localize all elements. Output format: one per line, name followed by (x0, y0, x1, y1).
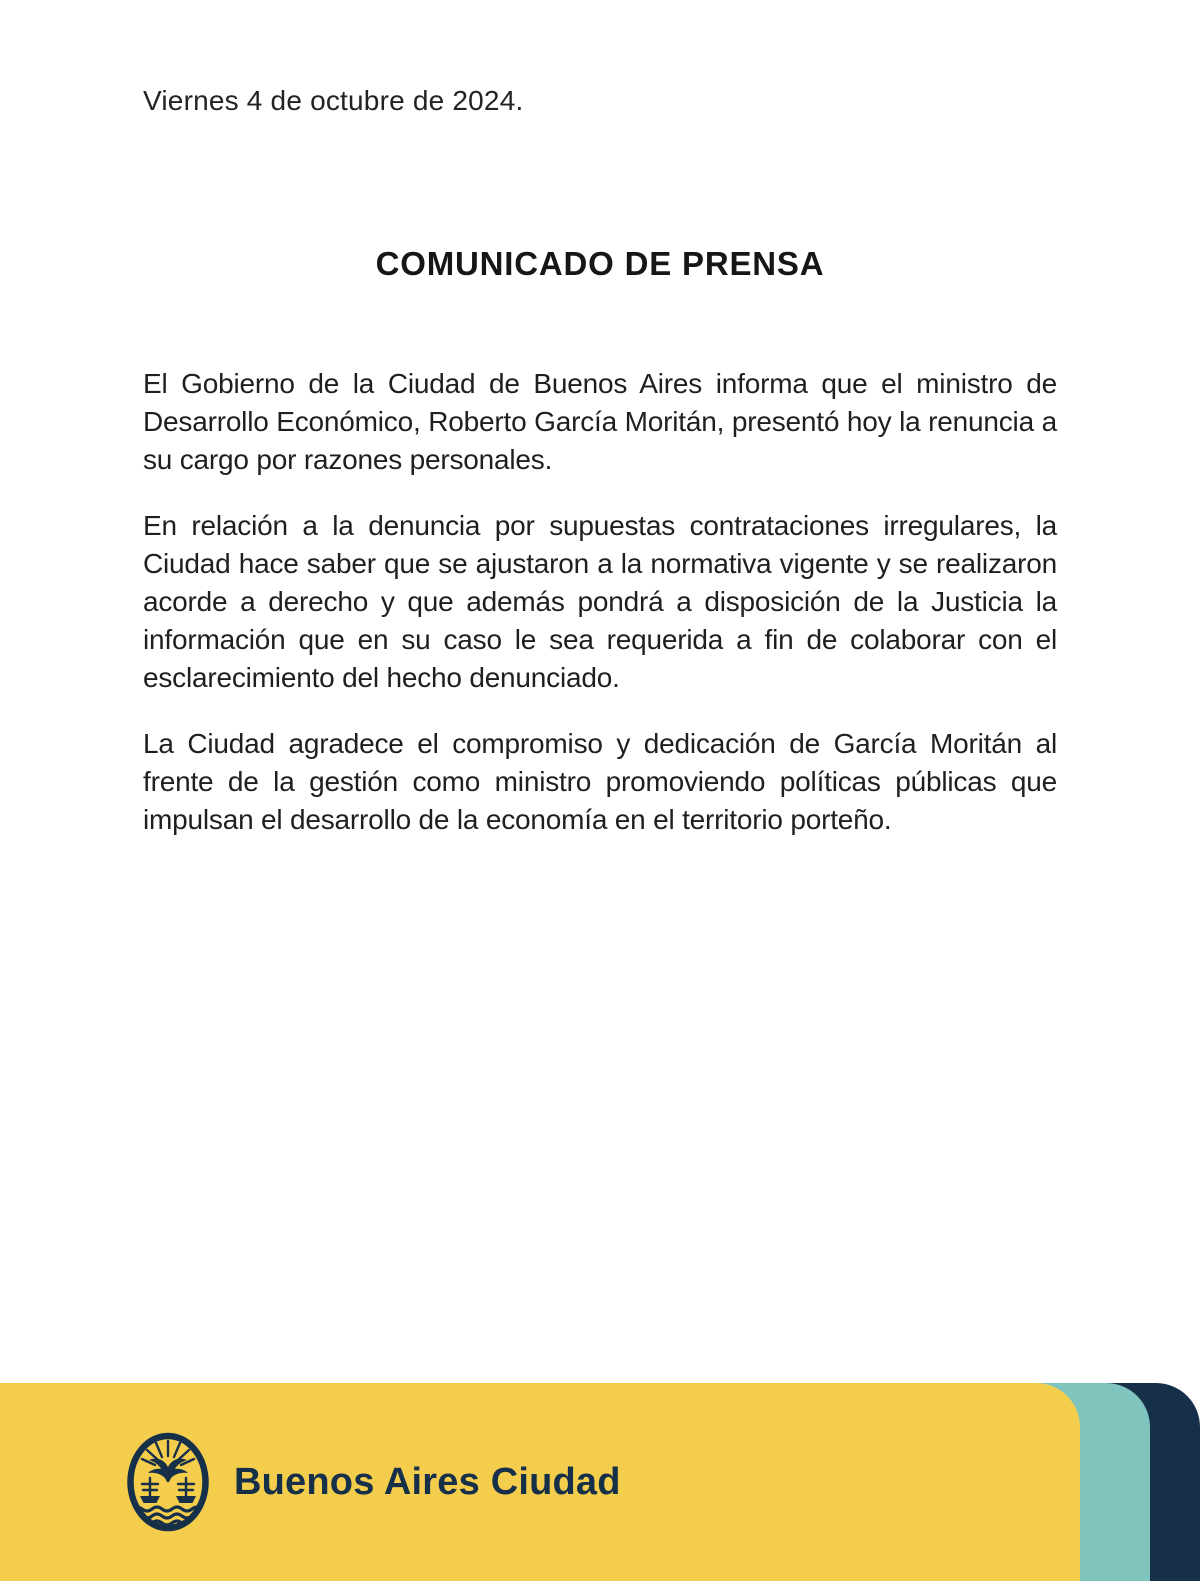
body-copy (143, 365, 1057, 839)
paragraph-resignation: El Gobierno de la Ciudad de Buenos Aires informa que el ministro de Desarrollo Económico, Roberto García Moritán, presentó hoy la renuncia a su cargo por razones personales. (143, 368, 1057, 475)
footer-brand (126, 1432, 621, 1532)
date-line: Viernes 4 de octubre de 2024. (143, 85, 524, 116)
footer-banner (0, 1383, 1200, 1581)
paragraph-acknowledgement: La Ciudad agradece el compromiso y dedicación de García Moritán al frente de la gestión como ministro promoviendo políticas públicas que impulsan el desarrollo de la economía en el territorio porteño. (143, 728, 1057, 835)
paragraph-investigation: En relación a la denuncia por supuestas contrataciones irregulares, la Ciudad hace saber que se ajustaron a la normativa vigente y se realizaron acorde a derecho y que además pondrá a disposición de la Justicia la información que en su caso le sea requerida a fin de colaborar con el esclarecimiento del hecho denunciado. (143, 510, 1057, 693)
page-title: COMUNICADO DE PRENSA (375, 245, 825, 282)
footer-brand-text: Buenos Aires Ciudad (234, 1460, 621, 1503)
buenos-aires-crest-icon (126, 1432, 210, 1532)
